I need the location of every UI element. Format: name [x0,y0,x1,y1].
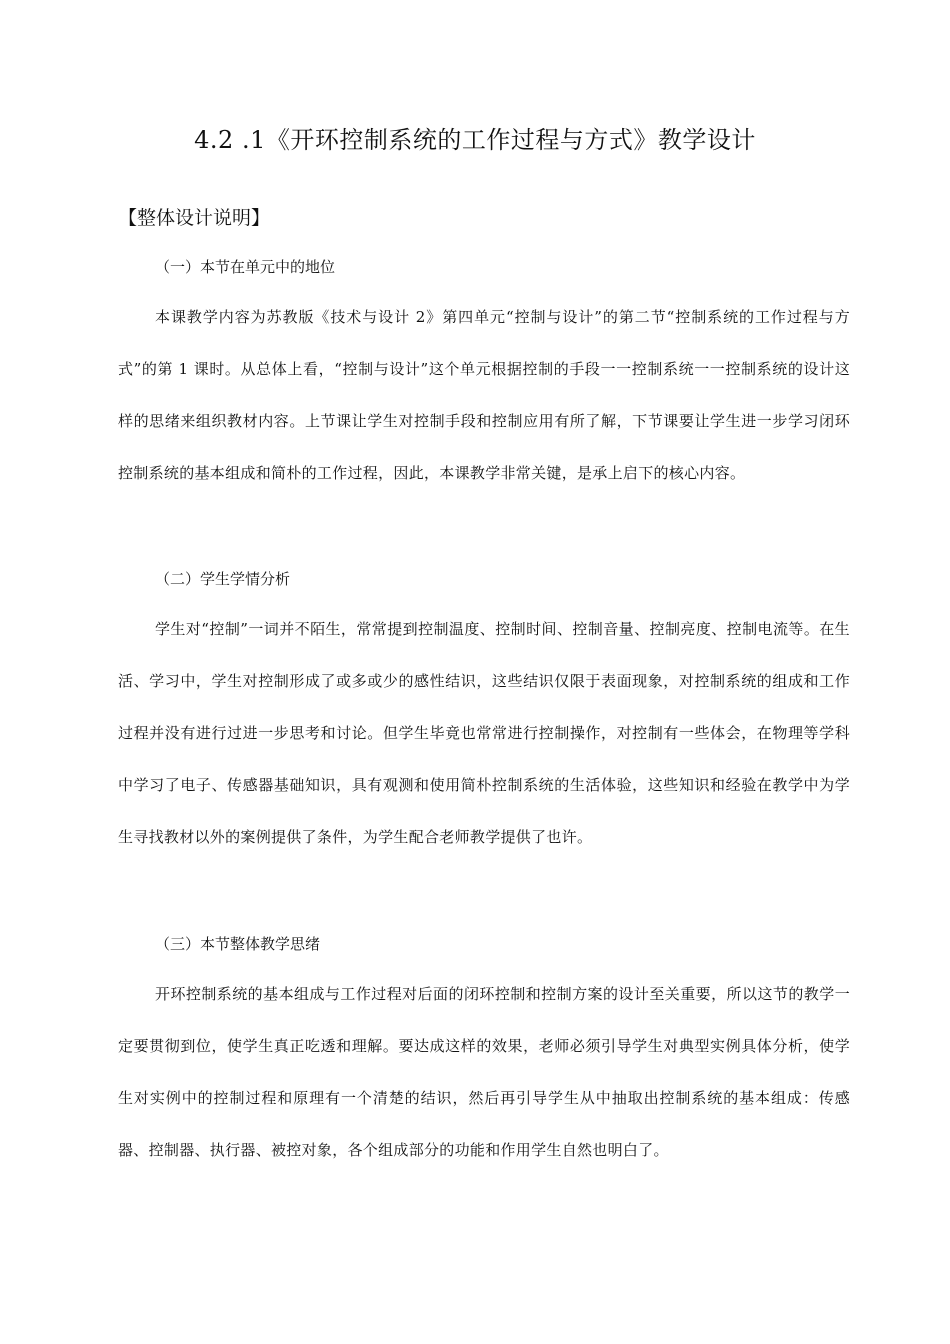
section-header: 【整体设计说明】 [118,207,271,229]
paragraph-teaching-approach: 开环控制系统的基本组成与工作过程对后面的闭环控制和控制方案的设计至关重要，所以这节的教学一定要贯彻到位，使学生真正吃透和理解。要达成这样的效果，老师必须引导学生对典型实例具体分析，使学生对实例中的控制过程和原理有一个清楚的结识，然后再引导学生从中抽取出控制系统的基本组成：传感器、控制器、执行器、被控对象，各个组成部分的功能和作用学生自然也明白了。 [118,985,850,1159]
sub-heading-teaching-approach: （三）本节整体教学思绪 [155,935,321,953]
paragraph-student-analysis: 学生对“控制”一词并不陌生，常常提到控制温度、控制时间、控制音量、控制亮度、控制电流等。在生活、学习中，学生对控制形成了或多或少的感性结识，这些结识仅限于表面现象，对控制系统的组成和工作过程并没有进行过进一步思考和讨论。但学生毕竟也常常进行控制操作，对控制有一些体会，在物理等学科中学习了电子、传感器基础知识，具有观测和使用简朴控制系统的生活体验，这些知识和经验在教学中为学生寻找教材以外的案例提供了条件，为学生配合老师教学提供了也许。 [118,620,850,846]
document-title: 4.2 .1《开环控制系统的工作过程与方式》教学设计 [194,126,756,154]
sub-heading-student-analysis: （二）学生学情分析 [155,570,291,588]
sub-heading-position: （一）本节在单元中的地位 [155,258,336,276]
paragraph-position: 本课教学内容为苏教版《技术与设计 2》第四单元“控制与设计”的第二节“控制系统的工作过程与方式”的第 1 课时。从总体上看，“控制与设计”这个单元根据控制的手段一一控制系统一一控制系统的设计这样的思绪来组织教材内容。上节课让学生对控制手段和控制应用有所了解，下节课要让学生进一步学习闭环控制系统的基本组成和简朴的工作过程，因此，本课教学非常关键，是承上启下的核心内容。 [118,308,850,482]
